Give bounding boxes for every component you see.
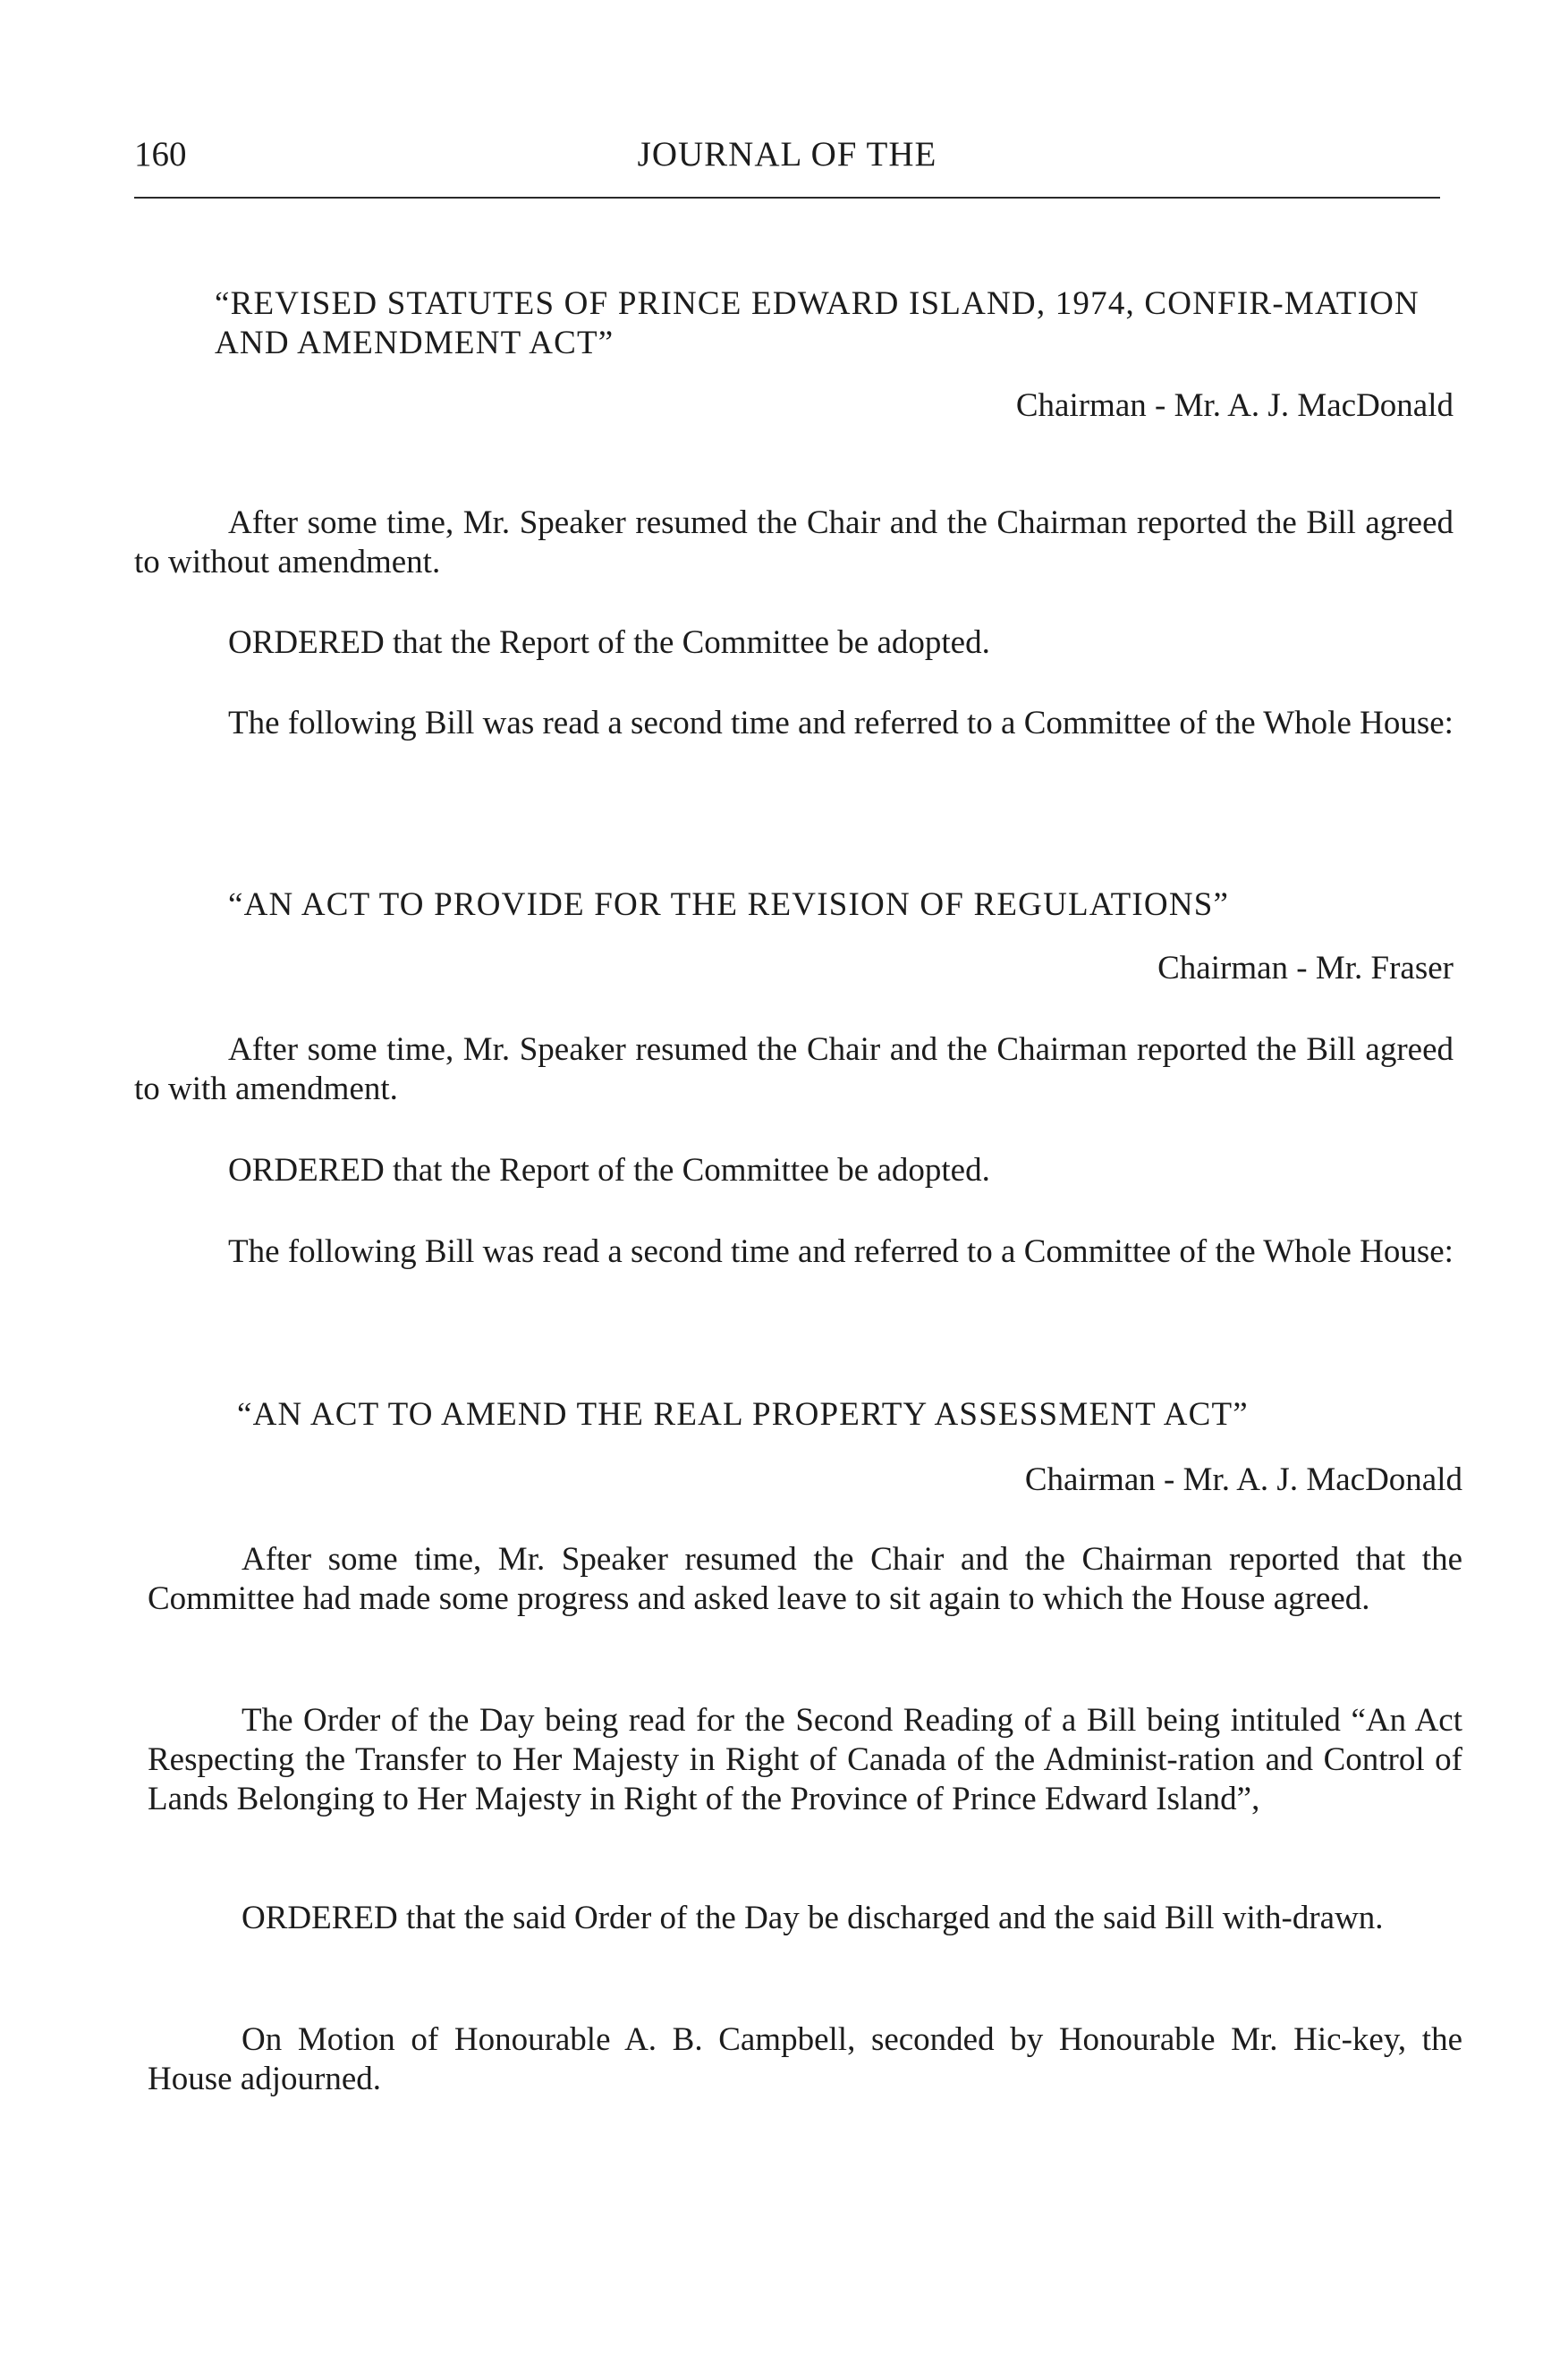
committee-chairman: Chairman - Mr. Fraser [1157,950,1454,987]
bill-title: “AN ACT TO AMEND THE REAL PROPERTY ASSESSMENT ACT” [237,1396,1249,1433]
ordered-report-adopted: ORDERED that the Report of the Committee be adopted. [228,1152,990,1189]
page-header [134,134,1440,188]
bill-title: “AN ACT TO PROVIDE FOR THE REVISION OF REGULATIONS” [228,886,1230,923]
page-number: 160 [134,135,187,174]
committee-report: After some time, Mr. Speaker resumed the Chair and the Chairman reported the Bill agreed to without amendment. [134,504,1454,580]
ordered-report-adopted: ORDERED that the Report of the Committee be adopted. [228,624,990,661]
order-of-day-paragraph: The Order of the Day being read for the Second Reading of a Bill being intituled “An Act Respecting the Transfer to Her Majesty in Right of Canada of the Administ-ration and Control of Lands Belonging to Her Majesty in Right of the Province of Prince Edward Island”, [148,1702,1462,1817]
second-reading-notice: The following Bill was read a second time and referred to a Committee of the Whole House: [228,705,1454,741]
order-discharged-paragraph: ORDERED that the said Order of the Day be discharged and the said Bill with-drawn. [242,1900,1384,1936]
second-reading-notice: The following Bill was read a second time and referred to a Committee of the Whole House: [228,1233,1454,1270]
header-rule [134,197,1440,199]
committee-chairman: Chairman - Mr. A. J. MacDonald [1015,387,1454,424]
adjournment-paragraph: On Motion of Honourable A. B. Campbell, seconded by Honourable Mr. Hic-key, the House adjourned. [148,2021,1462,2097]
committee-report: After some time, Mr. Speaker resumed the Chair and the Chairman reported that the Committee had made some progress and asked leave to sit again to which the House agreed. [148,1541,1462,1617]
committee-chairman: Chairman - Mr. A. J. MacDonald [1024,1461,1462,1498]
committee-report: After some time, Mr. Speaker resumed the Chair and the Chairman reported the Bill agreed to with amendment. [134,1031,1454,1107]
running-head: JOURNAL OF THE [637,135,937,174]
bill-title: “REVISED STATUTES OF PRINCE EDWARD ISLAND, 1974, CONFIR-MATION AND AMENDMENT ACT” [215,285,1420,361]
